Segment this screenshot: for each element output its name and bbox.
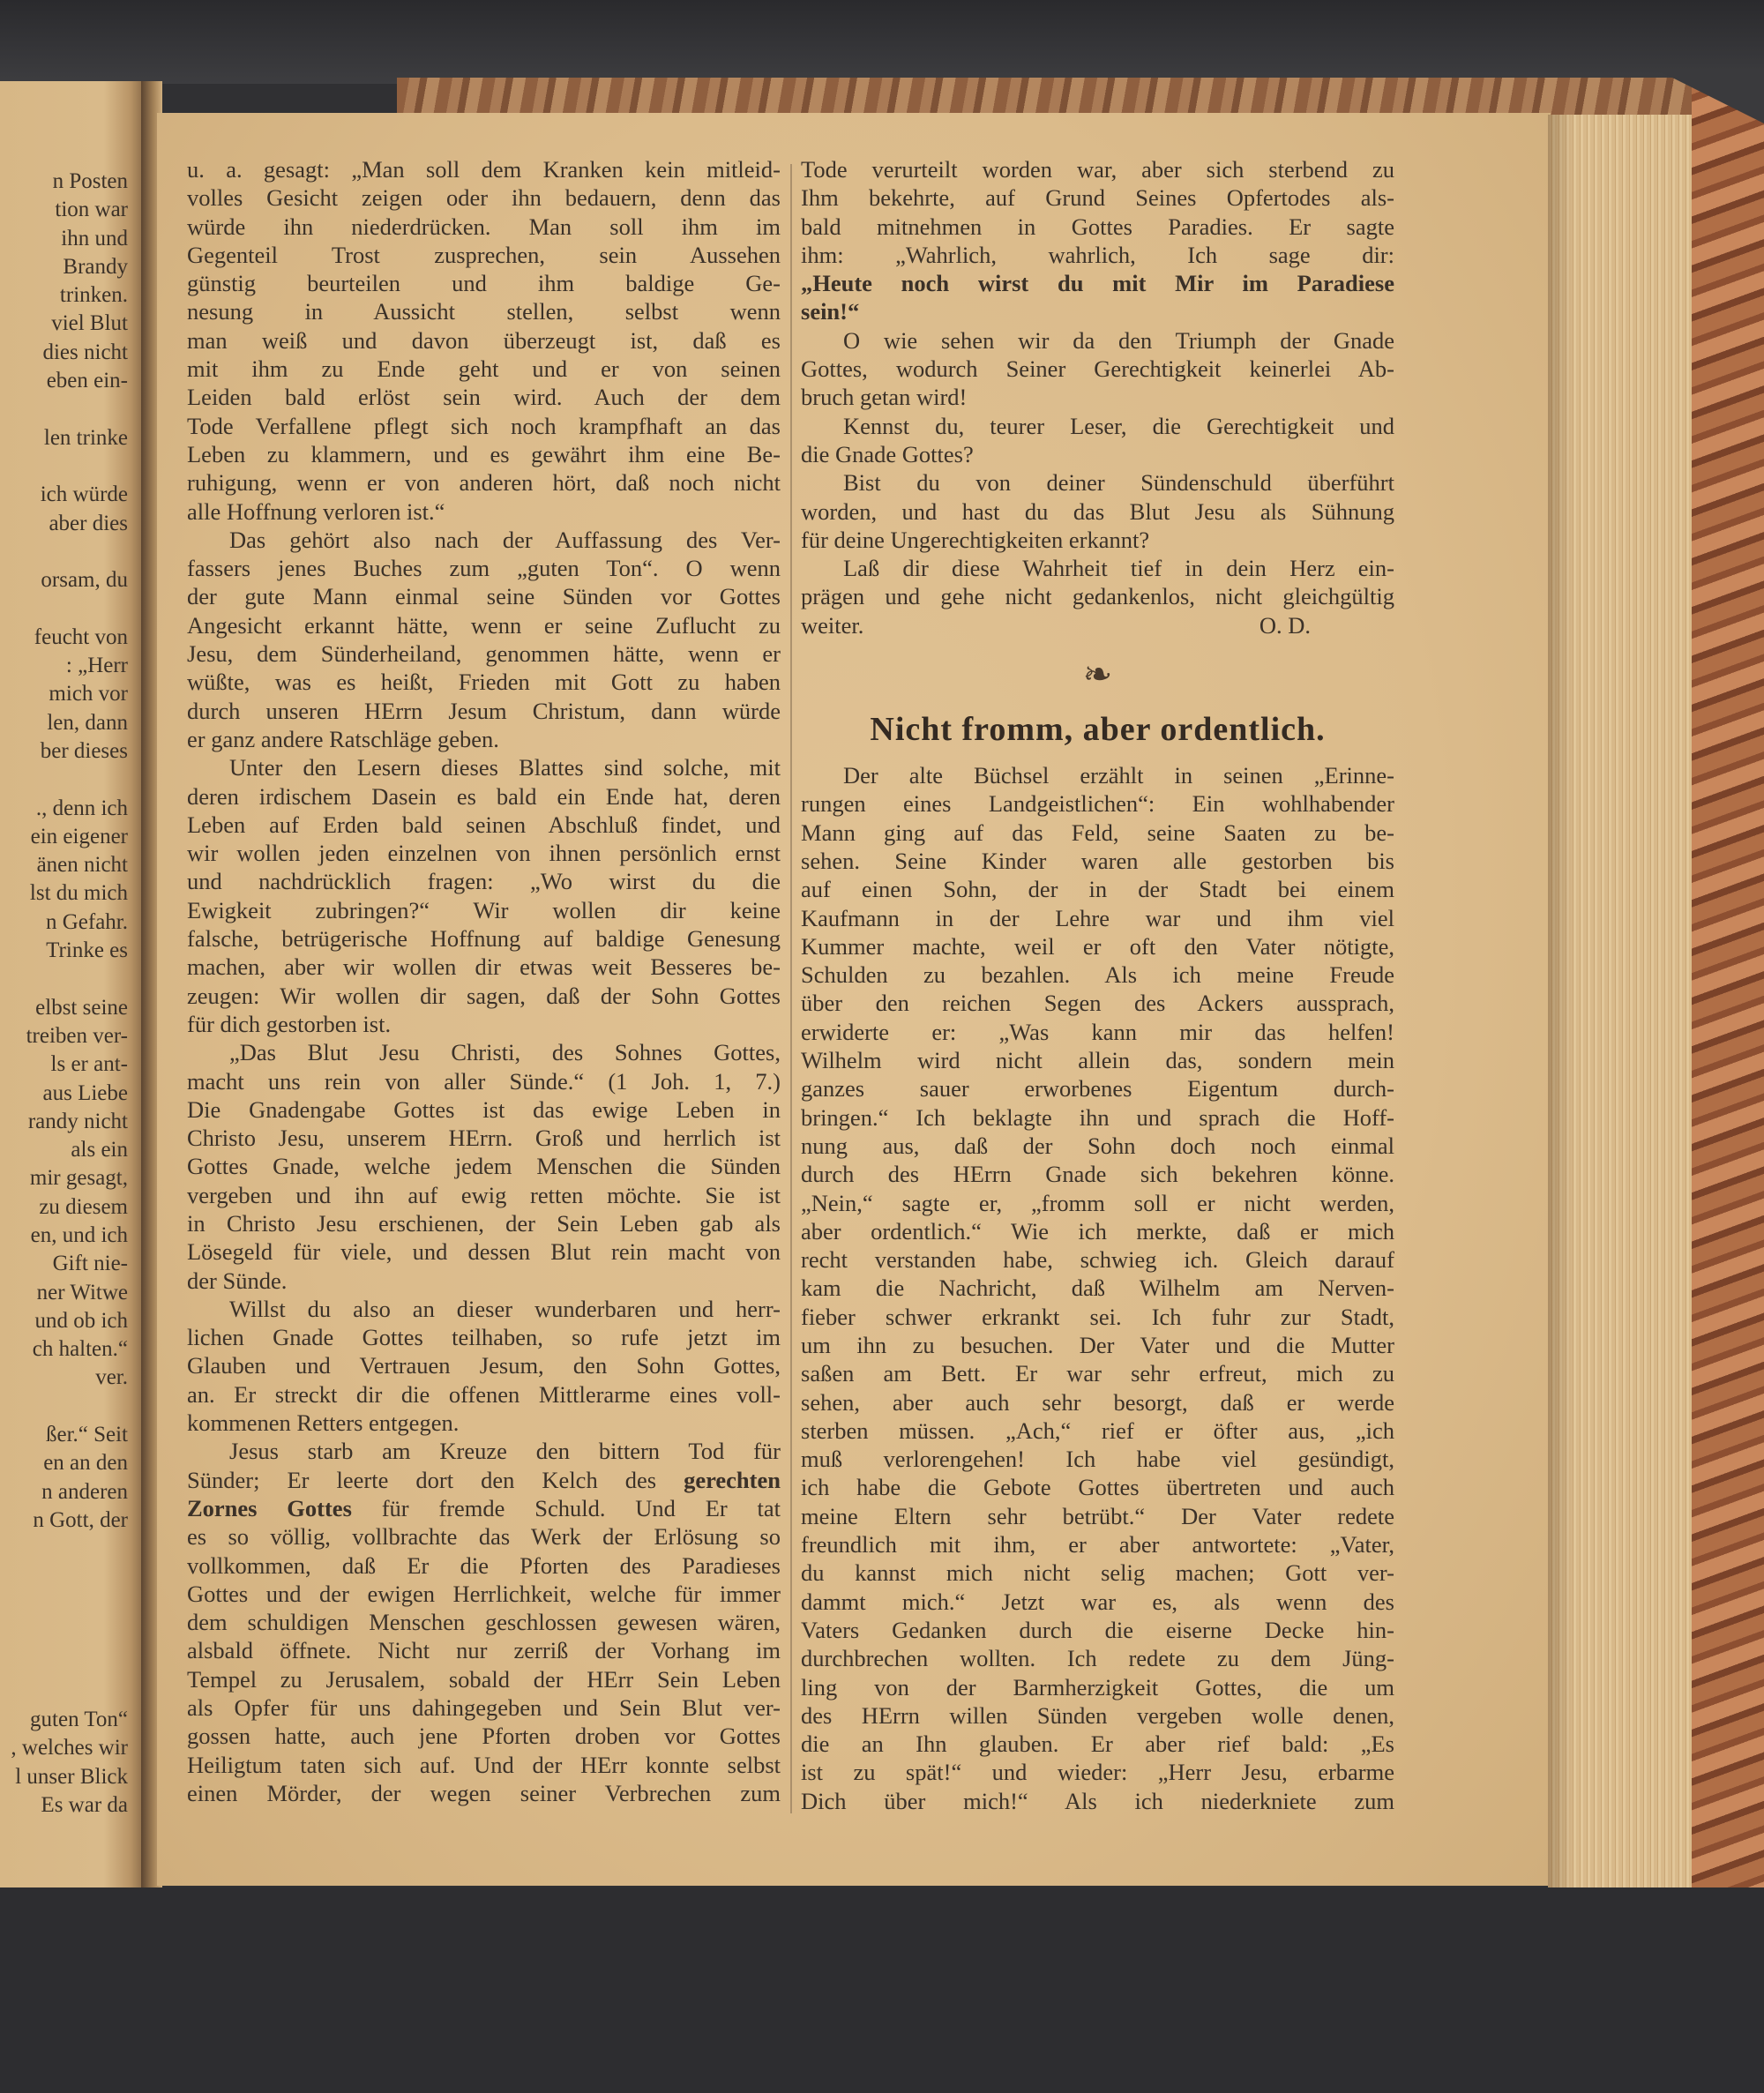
text-line: sehen. Seine Kinder waren alle gestorben bis xyxy=(801,847,1394,874)
text-line: ganzes sauer erworbenes Eigentum durch- xyxy=(801,1075,1394,1103)
paragraph xyxy=(187,1038,781,1295)
text-line: Willst du also an dieser wunderbaren und herr- xyxy=(229,1295,781,1322)
fragment-line: ber dieses xyxy=(40,738,128,763)
emphasis-text: Zornes Gottes xyxy=(187,1494,352,1521)
text-column-2 xyxy=(801,155,1394,1815)
text-line: Ihm bekehrte, auf Grund Seines Opfertodes als- xyxy=(801,184,1394,212)
text-line: durchbrechen wollten. Ich redete zu dem Jüng- xyxy=(801,1645,1394,1672)
text-line: saßen am Bett. Er war sehr erfreut, mich zu xyxy=(801,1360,1394,1387)
text-line: lichen Gnade Gottes teilhaben, so rufe jetzt im xyxy=(187,1324,781,1351)
fragment-line xyxy=(0,1678,128,1706)
paragraph xyxy=(801,155,1394,326)
text-line: Gegenteil Trost zusprechen, sein Aussehen xyxy=(187,241,781,268)
fragment-line: ich würde xyxy=(40,482,128,507)
text-line: durch des HErrn Gnade sich bekehren könne. xyxy=(801,1161,1394,1188)
text-line: Kaufmann in der Lehre war und ihm viel xyxy=(801,904,1394,931)
text-line: ihm: „Wahrlich, wahrlich, Ich sage dir: xyxy=(801,241,1394,268)
emphasis-text: „Heute noch wirst du mit Mir im Paradiese xyxy=(801,270,1394,297)
fragment-line xyxy=(0,1648,128,1677)
fragment-line xyxy=(0,1620,128,1648)
column-rule xyxy=(790,164,792,1813)
paragraph xyxy=(801,412,1394,469)
fragment-line: en an den xyxy=(43,1451,128,1476)
text-line: über den reichen Segen des Ackers aussprach, xyxy=(801,990,1394,1017)
text-line: fassers jenes Buches zum „guten Ton“. O wenn xyxy=(187,555,781,582)
fragment-line: ein eigener xyxy=(30,824,128,848)
fragment-line: und ob ich xyxy=(34,1308,128,1333)
text-line: Dich über mich!“ Als ich niederkniete zum xyxy=(801,1787,1394,1814)
text-line: „Nein,“ sagte er, „fromm soll er nicht werden, xyxy=(801,1189,1394,1216)
fragment-line: randy nicht xyxy=(27,1109,128,1133)
fragment-line: ls er ant- xyxy=(50,1052,128,1077)
text-line: Jesu, dem Sünderheiland, genommen hätte, wenn er xyxy=(187,640,781,668)
text-line xyxy=(801,297,1394,325)
text-line: mit ihm zu Ende geht und er von seinen xyxy=(187,355,781,383)
fragment-line: aber dies xyxy=(49,511,128,535)
fragment-line: en, und ich xyxy=(30,1222,128,1247)
fragment-line xyxy=(0,1535,128,1563)
fragment-line: trinken. xyxy=(59,283,128,308)
text-line: alle Hoffnung verloren ist.“ xyxy=(187,497,445,525)
ornament-fleuron: ❧ xyxy=(1082,654,1113,695)
text-line: ist zu spät!“ und wieder: „Herr Jesu, erbarme xyxy=(801,1759,1394,1786)
fragment-line: mir gesagt, xyxy=(29,1166,128,1191)
text-line: vollkommen, daß Er die Pforten des Paradieses xyxy=(187,1551,781,1579)
fragment-line: orsam, du xyxy=(41,568,128,593)
fragment-line: ner Witwe xyxy=(36,1280,128,1304)
text-line: bald mitnehmen in Gottes Paradies. Er sagte xyxy=(801,213,1394,240)
text-line: weiter. O. D. xyxy=(801,611,1311,639)
fragment-line: mich vor xyxy=(49,682,128,706)
text-line: Gottes Gnade, welche jedem Menschen die Sünden xyxy=(187,1153,781,1180)
text-line xyxy=(801,269,1394,297)
text-line: du kannst mich nicht selig machen; Gott ver- xyxy=(801,1559,1394,1587)
paragraph xyxy=(801,761,1394,1815)
text-line: fieber schwer erkrankt sei. Ich fuhr zur Stadt, xyxy=(801,1303,1394,1330)
text-line: volles Gesicht zeigen oder ihn bedauern, denn das xyxy=(187,184,781,212)
fragment-line: Gift nie- xyxy=(52,1252,128,1276)
fragment-line: lst du mich xyxy=(29,881,128,906)
text-line: auf einen Sohn, der in der Stadt bei einem xyxy=(801,876,1394,903)
fragment-line: : „Herr xyxy=(65,654,128,678)
text-line: Bist du von deiner Sündenschuld überführt xyxy=(843,469,1394,497)
text-line: macht uns rein von aller Sünde.“ (1 Joh. 1, 7.) xyxy=(187,1067,781,1095)
text-line: Lösegeld für viele, und dessen Blut rein macht von xyxy=(187,1238,781,1266)
text-line: freundlich mit ihm, er aber antwortete: „Vater, xyxy=(801,1531,1394,1559)
paragraph xyxy=(801,468,1394,554)
fragment-line: feucht von xyxy=(34,624,128,649)
fragment-line: len, dann xyxy=(47,710,128,735)
fragment-line: n anderen xyxy=(41,1479,128,1504)
text-line: als Opfer für uns dahingegeben und Sein Blut ver- xyxy=(187,1694,781,1722)
text-line: man weiß und davon überzeugt ist, daß es xyxy=(187,326,781,354)
text-line: die an Ihn glauben. Er aber rief bald: „Es xyxy=(801,1730,1394,1758)
text-line: ling von der Barmherzigkeit Gottes, die um xyxy=(801,1673,1394,1701)
text-line: Laß dir diese Wahrheit tief in dein Herz ein- xyxy=(843,555,1394,582)
text-line xyxy=(187,1466,781,1494)
text-line: rungen eines Landgeistlichen“: Ein wohlhabender xyxy=(801,790,1394,818)
text-line: Glauben und Vertrauen Jesum, den Sohn Gottes, xyxy=(187,1352,781,1379)
text-line xyxy=(187,1494,781,1522)
fragment-line: ., denn ich xyxy=(35,796,128,820)
text-line: Heiligtum taten sich auf. Und der HErr konnte selbst xyxy=(187,1751,781,1778)
paragraph xyxy=(187,1295,781,1437)
text-line: ruhigung, wenn er von anderen hört, daß noch nicht xyxy=(187,469,781,497)
text-line: bruch getan wird! xyxy=(801,384,968,411)
text-line: recht verstanden habe, schwieg ich. Gleich darauf xyxy=(801,1246,1394,1274)
text-line: alsbald öffnete. Nicht nur zerriß der Vorhang im xyxy=(187,1637,781,1664)
fragment-line: ver. xyxy=(95,1365,128,1390)
paragraph xyxy=(187,526,781,753)
fragment-line: ch halten.“ xyxy=(32,1337,128,1362)
text-line: prägen und gehe nicht gedankenlos, nicht gleichgültig xyxy=(801,583,1394,610)
text-line: Gottes, wodurch Seiner Gerechtigkeit keinerlei Ab- xyxy=(801,355,1394,383)
text-line: meine Eltern sehr betrübt.“ Der Vater redete xyxy=(801,1502,1394,1529)
article-title: Nicht fromm, aber ordentlich. xyxy=(870,711,1326,749)
paragraph xyxy=(187,1437,781,1807)
text-line: Angesicht erkannt hätte, wenn er seine Zuflucht zu xyxy=(187,611,781,639)
text-line: machen, aber wir wollen dir etwas weit Besseres be- xyxy=(187,953,781,981)
fragment-line: änen nicht xyxy=(36,853,128,878)
fragment-line: aus Liebe xyxy=(42,1080,128,1105)
text-line: nesung in Aussicht stellen, selbst wenn xyxy=(187,298,781,325)
paragraph xyxy=(187,155,781,526)
text-line: Tode verurteilt worden war, aber sich sterbend zu xyxy=(801,156,1394,183)
text-line: muß verlorengehen! Ich habe viel gesündigt, xyxy=(801,1446,1394,1473)
text-line: bringen.“ Ich beklagte ihn und sprach die Hoff- xyxy=(801,1103,1394,1131)
marbled-edge-top xyxy=(397,78,1693,115)
text-line: erwiderte er: „Was kann mir das helfen! xyxy=(801,1018,1394,1045)
fragment-line xyxy=(0,538,128,566)
text-line: für deine Ungerechtigkeiten erkannt? xyxy=(801,526,1150,553)
fragment-line xyxy=(0,965,128,993)
fragment-line: n Posten xyxy=(52,169,128,193)
text-line: O wie sehen wir da den Triumph der Gnade xyxy=(843,326,1394,354)
text-line: er ganz andere Ratschläge geben. xyxy=(187,725,499,752)
fragment-line: guten Ton“ xyxy=(30,1708,128,1732)
background-top xyxy=(0,0,1764,84)
fragment-line xyxy=(0,1592,128,1620)
text-line: vergeben und ihn auf ewig retten möchte. Sie ist xyxy=(187,1181,781,1208)
text-line: Leben auf Erden bald seinen Abschluß findet, und xyxy=(187,811,781,838)
text-line: Mann ging auf das Feld, seine Saaten zu be- xyxy=(801,819,1394,846)
text-line: kommenen Retters entgegen. xyxy=(187,1409,460,1437)
text-line: sterben müssen. „Ach,“ rief er öfter aus, „ich xyxy=(801,1417,1394,1444)
marbled-cover xyxy=(1692,78,1764,1921)
text-line: Jesus starb am Kreuze den bittern Tod für xyxy=(229,1438,781,1465)
text-column-1 xyxy=(187,155,781,1807)
text-line: gossen hatte, auch jene Pforten droben vor Gottes xyxy=(187,1723,781,1750)
text-line: die Gnade Gottes? xyxy=(801,440,974,467)
fragment-line xyxy=(0,452,128,481)
text-line: sehen, aber auch sehr besorgt, daß er werde xyxy=(801,1388,1394,1416)
text-line: es so völlig, vollbrachte das Werk der Erlösung so xyxy=(187,1523,781,1551)
fragment-line: dies nicht xyxy=(42,340,128,364)
text-segment: Sünder; Er leerte dort den Kelch des xyxy=(187,1466,684,1493)
fragment-line xyxy=(0,594,128,623)
fragment-line: viel Blut xyxy=(51,311,128,336)
text-line: und nachdrücklich fragen: „Wo wirst du die xyxy=(187,868,781,895)
text-line: Die Gnadengabe Gottes ist das ewige Leben in xyxy=(187,1095,781,1123)
text-line: wir wollen jeden einzelnen von ihnen persönlich ernst xyxy=(187,840,781,867)
text-line: nung aus, daß der Sohn doch noch einmal xyxy=(801,1132,1394,1159)
background-bottom xyxy=(0,1887,1764,2093)
fragment-line: Es war da xyxy=(41,1792,128,1817)
fragment-line xyxy=(0,1564,128,1592)
text-line: falsche, betrügerische Hoffnung auf baldige Genesung xyxy=(187,925,781,953)
fragment-line xyxy=(0,766,128,794)
text-line: Leiden bald erlöst sein wird. Auch der dem xyxy=(187,384,781,411)
fragment-line: Trinke es xyxy=(46,938,128,963)
text-line: kam die Nachricht, daß Wilhelm am Nerven- xyxy=(801,1274,1394,1302)
text-line: dammt mich.“ Jetzt war es, als wenn des xyxy=(801,1588,1394,1615)
text-line: Kummer machte, weil er oft den Vater nötigte, xyxy=(801,932,1394,960)
text-line: für dich gestorben ist. xyxy=(187,1010,392,1037)
fragment-line: als ein xyxy=(71,1138,128,1162)
text-line: einen Mörder, der wegen seiner Verbrechen zum xyxy=(187,1779,781,1806)
text-line: Ewigkeit zubringen?“ Wir wollen dir keine xyxy=(187,896,781,923)
fragment-line: n Gott, der xyxy=(33,1507,128,1532)
text-line: wüßte, was es heißt, Frieden mit Gott zu haben xyxy=(187,669,781,696)
text-line: „Das Blut Jesu Christi, des Sohnes Gottes, xyxy=(229,1039,781,1066)
fragment-line: treiben ver- xyxy=(26,1023,128,1048)
text-line: Christo Jesu, unserem HErrn. Groß und herrlich ist xyxy=(187,1125,781,1152)
fragment-line: tion war xyxy=(55,198,128,222)
article-continuation xyxy=(801,155,1394,639)
text-line: aber ordentlich.“ Wie ich merkte, daß er mich xyxy=(801,1217,1394,1245)
text-line: Vaters Gedanken durch die eiserne Decke hin- xyxy=(801,1616,1394,1643)
text-line: zeugen: Wir wollen dir sagen, daß der Sohn Gottes xyxy=(187,982,781,1009)
text-line: Wilhelm wird nicht allein das, sondern mein xyxy=(801,1047,1394,1074)
emphasis-text: sein!“ xyxy=(801,298,860,325)
text-line: Gottes und der ewigen Herrlichkeit, welche für immer xyxy=(187,1580,781,1607)
emphasis-text: gerechten xyxy=(684,1466,781,1493)
text-line: der gute Mann einmal seine Sünden vor Gottes xyxy=(187,583,781,610)
fragment-line: n Gefahr. xyxy=(45,909,128,934)
article-body xyxy=(801,761,1394,1815)
fragment-line: ihn und xyxy=(61,226,128,250)
text-line: Tempel zu Jerusalem, sobald der HErr Sein Leben xyxy=(187,1665,781,1693)
paragraph xyxy=(801,326,1394,412)
fragment-line: l unser Blick xyxy=(15,1764,128,1789)
fragment-line: len trinke xyxy=(43,425,128,450)
fragment-line xyxy=(0,395,128,423)
text-line: ich habe die Gebote Gottes übertreten und auch xyxy=(801,1474,1394,1501)
fragment-line: Brandy xyxy=(63,254,128,279)
text-line: Kennst du, teurer Leser, die Gerechtigkeit und xyxy=(843,412,1394,439)
text-line: durch unseren HErrn Jesum Christum, dann würde xyxy=(187,697,781,724)
text-line: Tode Verfallene pflegt sich noch krampfhaft an das xyxy=(187,412,781,439)
text-line: des HErrn willen Sünden vergeben wolle denen, xyxy=(801,1701,1394,1729)
author-signature: O. D. xyxy=(1259,611,1311,639)
fragment-line: zu diesem xyxy=(39,1194,128,1219)
fragment-line: elbst seine xyxy=(35,995,128,1020)
text-line: der Sünde. xyxy=(187,1267,288,1294)
text-line: würde ihn niederdrücken. Man soll ihm im xyxy=(187,213,781,240)
text-line: Der alte Büchsel erzählt in seinen „Erinne- xyxy=(843,762,1394,789)
fragment-line xyxy=(0,1393,128,1421)
text-line: in Christo Jesu erschienen, der Sein Leben gab als xyxy=(187,1209,781,1237)
text-line: Unter den Lesern dieses Blattes sind solche, mit xyxy=(229,754,781,781)
text-line: deren irdischem Dasein es bald ein Ende hat, deren xyxy=(187,782,781,810)
text-segment: für fremde Schuld. Und Er tat xyxy=(351,1494,781,1521)
paragraph xyxy=(801,554,1394,639)
text-line: günstig beurteilen und ihm baldige Ge- xyxy=(187,270,781,297)
text-line: an. Er streckt dir die offenen Mittlerarme eines voll- xyxy=(187,1380,781,1408)
text-line: Leben zu klammern, und es gewährt ihm eine Be- xyxy=(187,440,781,467)
fragment-line: eben ein- xyxy=(46,369,128,393)
page-edges-shade xyxy=(1548,115,1574,1887)
text-line: u. a. gesagt: „Man soll dem Kranken kein mitleid- xyxy=(187,156,781,183)
fragment-line: , welches wir xyxy=(11,1736,128,1760)
text-line: Schulden zu bezahlen. Als ich meine Freude xyxy=(801,961,1394,989)
fragment-line: ßer.“ Seit xyxy=(45,1423,128,1447)
paragraph xyxy=(187,753,781,1038)
text-line: worden, und hast du das Blut Jesu als Sühnung xyxy=(801,497,1394,525)
text-line: Das gehört also nach der Auffassung des Ver- xyxy=(229,526,781,553)
left-page-text-fragment xyxy=(0,168,128,1820)
text-line: dem schuldigen Menschen geschlossen gewesen wären, xyxy=(187,1609,781,1636)
text-line: um ihn zu besuchen. Der Vater und die Mutter xyxy=(801,1331,1394,1358)
